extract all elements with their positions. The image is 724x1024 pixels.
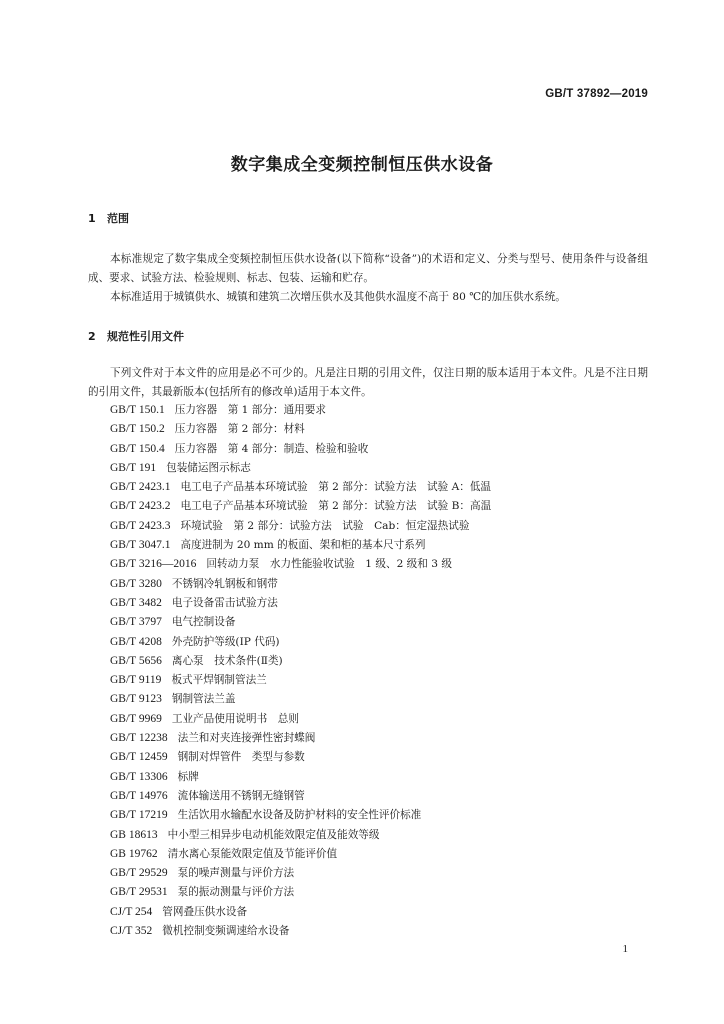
reference-title: 环境试验 第 2 部分：试验方法 试验 Cab：恒定湿热试验 [180,519,470,532]
list-item [110,787,491,806]
list-item [110,903,491,922]
reference-title: 泵的振动测量与评价方法 [177,886,295,899]
list-item [110,594,491,613]
reference-title: 流体输送用不锈钢无缝钢管 [177,789,305,802]
reference-code: GB/T 4208 [110,635,162,648]
reference-code: GB/T 12238 [110,732,168,745]
section-number: 1 [88,212,96,225]
page-number: 1 [622,943,628,955]
list-item [110,806,491,825]
list-item [110,613,491,632]
list-item [110,555,491,574]
reference-code: GB/T 29529 [110,867,168,880]
list-item [110,826,491,845]
reference-title: 钢制管法兰盖 [171,693,236,706]
section-title: 范围 [107,212,129,225]
reference-code: GB/T 150.1 [110,404,165,416]
list-item [110,671,491,690]
reference-code: GB/T 3797 [110,616,162,629]
reference-title: 电工电子产品基本环境试验 第 2 部分：试验方法 试验 B：高温 [180,500,492,513]
reference-title: 压力容器 第 1 部分：通用要求 [174,404,326,416]
reference-code: GB/T 29531 [110,886,168,899]
reference-code: GB/T 2423.1 [110,481,171,494]
references-intro-paragraph: 下列文件对于本文件的应用是必不可少的。凡是注日期的引用文件，仅注日期的版本适用于本文件。凡是不注日期的引用文件，其最新版本(包括所有的修改单)适用于本文件。 [88,367,648,398]
reference-code: GB/T 17219 [110,809,168,822]
list-item [110,690,491,709]
list-item [110,864,491,883]
reference-code: GB/T 13306 [110,770,168,783]
list-item [110,440,491,459]
reference-code: GB/T 2423.3 [110,519,171,532]
list-item [110,652,491,671]
reference-code: GB 19762 [110,847,158,860]
list-item [110,633,491,652]
reference-code: CJ/T 352 [110,925,153,938]
reference-list [110,401,491,941]
scope-paragraph-1: 本标准规定了数字集成全变频控制恒压供水设备(以下简称“设备”)的术语和定义、分类与型号、使用条件与设备组成、要求、试验方法、检验规则、标志、包装、运输和贮存。 [88,253,648,284]
section-heading-scope [88,210,129,226]
reference-code: GB/T 12459 [110,751,168,764]
reference-title: 清水离心泵能效限定值及节能评价值 [167,847,338,860]
list-item [110,420,491,439]
section-heading-normative-references [88,328,184,344]
reference-title: 外壳防护等级(IP 代码) [171,635,280,648]
list-item [110,459,491,478]
reference-code: GB/T 5656 [110,654,162,667]
reference-code: GB/T 2423.2 [110,500,171,513]
reference-code: GB/T 3216—2016 [110,558,197,571]
reference-title: 离心泵 技术条件(Ⅱ类) [171,654,283,667]
reference-title: 标牌 [177,770,199,783]
reference-code: GB/T 3280 [110,577,162,590]
reference-title: 钢制对焊管件 类型与参数 [177,751,305,764]
scope-paragraph-2: 本标准适用于城镇供水、城镇和建筑二次增压供水及其他供水温度不高于 80 ℃的加压供水系统。 [110,291,566,303]
list-item [110,729,491,748]
reference-code: GB/T 9969 [110,712,162,725]
reference-code: GB/T 14976 [110,789,168,802]
reference-title: 板式平焊钢制管法兰 [171,674,267,687]
document-title: 数字集成全变频控制恒压供水设备 [230,155,494,175]
reference-code: GB/T 3482 [110,596,162,609]
list-item [110,517,491,536]
list-item [110,710,491,729]
reference-title: 法兰和对夹连接弹性密封蝶阀 [177,732,316,745]
reference-title: 泵的噪声测量与评价方法 [177,867,295,880]
list-item [110,401,491,420]
list-item [110,845,491,864]
reference-title: 包装储运图示标志 [166,461,251,474]
reference-title: 不锈钢冷轧钢板和钢带 [171,577,278,590]
reference-title: 管网叠压供水设备 [162,905,248,918]
reference-title: 中小型三相异步电动机能效限定值及能效等级 [167,828,380,841]
reference-code: GB/T 191 [110,461,157,474]
list-item [110,536,491,555]
list-item [110,575,491,594]
standard-code: GB/T 37892—2019 [545,88,648,100]
reference-title: 生活饮用水输配水设备及防护材料的安全性评价标准 [177,809,422,822]
reference-code: GB 18613 [110,828,158,841]
reference-title: 工业产品使用说明书 总则 [171,712,299,725]
section-title: 规范性引用文件 [107,330,184,343]
reference-title: 回转动力泵 水力性能验收试验 1 级、2 级和 3 级 [206,558,452,571]
reference-title: 高度进制为 20 mm 的板面、架和柜的基本尺寸系列 [180,539,426,552]
list-item [110,768,491,787]
reference-code: GB/T 3047.1 [110,539,171,552]
reference-title: 压力容器 第 2 部分：材料 [174,423,305,436]
reference-title: 电气控制设备 [171,616,236,629]
list-item [110,497,491,516]
list-item [110,478,491,497]
list-item [110,748,491,767]
reference-code: CJ/T 254 [110,905,153,918]
reference-code: GB/T 9123 [110,693,162,706]
reference-title: 微机控制变频调速给水设备 [162,925,290,938]
reference-code: GB/T 150.2 [110,423,165,436]
reference-title: 压力容器 第 4 部分：制造、检验和验收 [174,442,369,455]
reference-title: 电工电子产品基本环境试验 第 2 部分：试验方法 试验 A：低温 [180,481,492,494]
list-item [110,922,491,941]
section-number: 2 [88,330,96,343]
reference-code: GB/T 9119 [110,674,162,687]
reference-code: GB/T 150.4 [110,442,165,455]
reference-title: 电子设备雷击试验方法 [171,596,278,609]
list-item [110,883,491,902]
